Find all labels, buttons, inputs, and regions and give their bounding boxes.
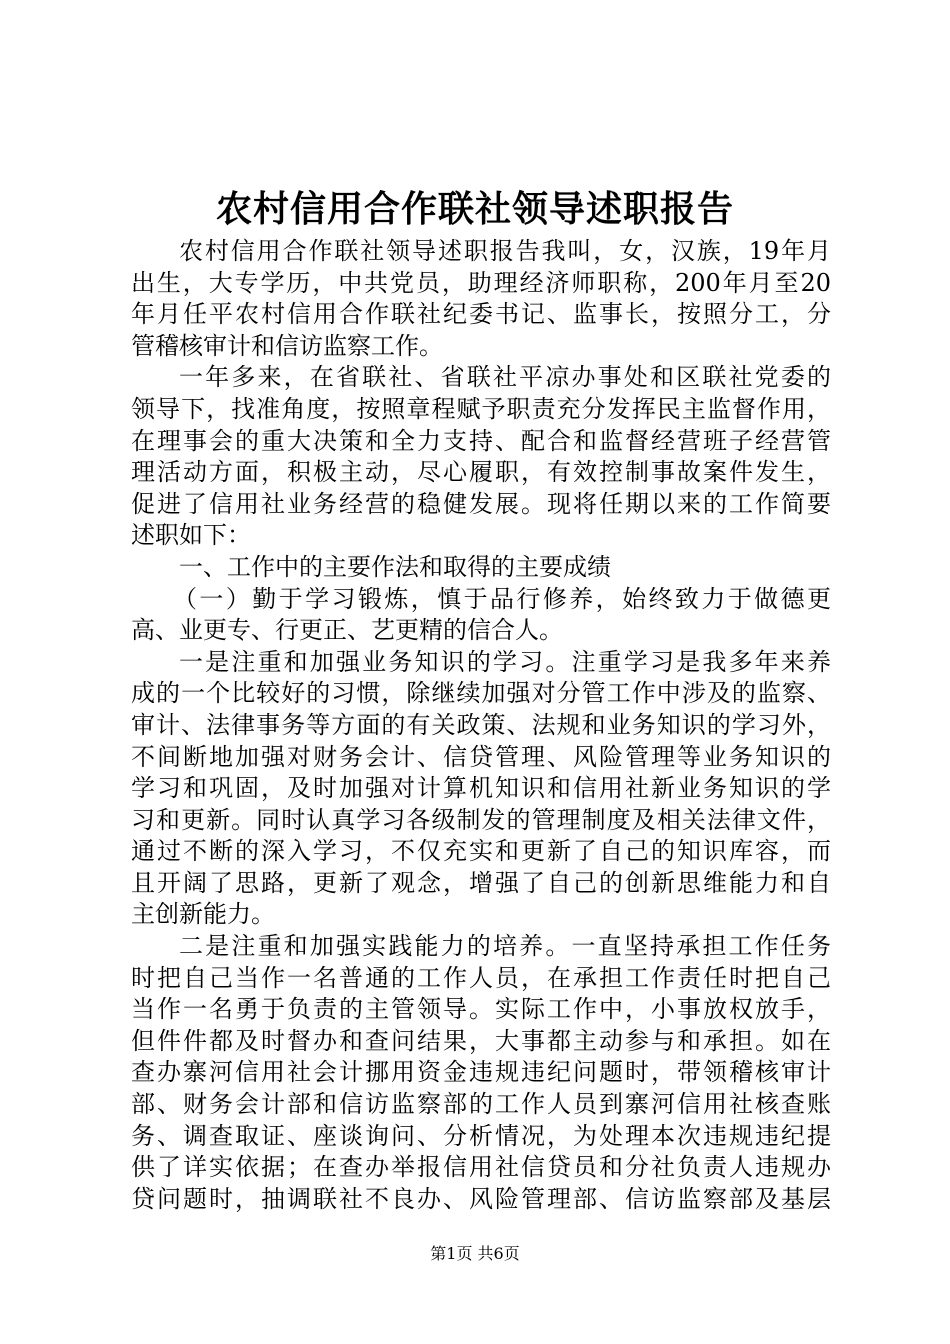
text-line: 习和更新。同时认真学习各级制发的管理制度及相关法律文件， (131, 805, 831, 834)
text-line: 一是注重和加强业务知识的学习。注重学习是我多年来养 (179, 647, 831, 676)
text-line: 促进了信用社业务经营的稳健发展。现将任期以来的工作简要 (131, 489, 831, 518)
subsection-heading: （一）勤于学习锻炼，慎于品行修养，始终致力于做德更 (173, 584, 831, 613)
document-body (131, 236, 831, 1215)
text-line: 二是注重和加强实践能力的培养。一直坚持承担工作任务 (179, 932, 831, 961)
text-line: 主创新能力。 (131, 900, 275, 929)
text-line: 管稽核审计和信访监察工作。 (131, 331, 443, 360)
text-line: 一年多来，在省联社、省联社平凉办事处和区联社党委的 (179, 363, 831, 392)
document-title: 农村信用合作联社领导述职报告 (215, 188, 734, 230)
text-line: 农村信用合作联社领导述职报告我叫，女，汉族，19年月 (179, 237, 831, 265)
text-line: 时把自己当作一名普通的工作人员，在承担工作责任时把自己 (131, 963, 831, 992)
page-footer: 第1页 共6页 (430, 1244, 520, 1263)
section-heading: 一、工作中的主要作法和取得的主要成绩 (179, 552, 611, 581)
text-line: 高、业更专、行更正、艺更精的信合人。 (131, 616, 563, 645)
text-line: 查办寨河信用社会计挪用资金违规违纪问题时，带领稽核审计 (131, 1058, 831, 1087)
text-line: 且开阔了思路，更新了观念，增强了自己的创新思维能力和自 (131, 868, 831, 897)
text-line: 述职如下： (131, 521, 251, 550)
text-line: 年月任平农村信用合作联社纪委书记、监事长，按照分工，分 (131, 300, 831, 329)
text-line: 不间断地加强对财务会计、信贷管理、风险管理等业务知识的 (131, 742, 831, 771)
text-line: 出生，大专学历，中共党员，助理经济师职称，200年月至20 (131, 268, 831, 297)
text-line: 但件件都及时督办和查问结果，大事都主动参与和承担。如在 (131, 1026, 831, 1055)
text-line: 通过不断的深入学习，不仅充实和更新了自己的知识库容，而 (131, 837, 831, 866)
text-line: 务、调查取证、座谈询问、分析情况，为处理本次违规违纪提 (131, 1121, 831, 1150)
text-line: 学习和巩固，及时加强对计算机知识和信用社新业务知识的学 (131, 774, 831, 803)
text-line: 在理事会的重大决策和全力支持、配合和监督经营班子经营管 (131, 426, 831, 455)
text-line: 领导下，找准角度，按照章程赋予职责充分发挥民主监督作用， (131, 394, 831, 423)
text-line: 部、财务会计部和信访监察部的工作人员到寨河信用社核查账 (131, 1090, 831, 1119)
text-line: 成的一个比较好的习惯，除继续加强对分管工作中涉及的监察、 (131, 679, 831, 708)
text-line: 供了详实依据；在查办举报信用社信贷员和分社负责人违规办 (131, 1153, 831, 1182)
text-line: 贷问题时，抽调联社不良办、风险管理部、信访监察部及基层 (131, 1184, 831, 1213)
text-line: 审计、法律事务等方面的有关政策、法规和业务知识的学习外， (131, 710, 831, 739)
text-line: 理活动方面，积极主动，尽心履职，有效控制事故案件发生， (131, 458, 831, 487)
text-line: 当作一名勇于负责的主管领导。实际工作中，小事放权放手， (131, 995, 831, 1024)
